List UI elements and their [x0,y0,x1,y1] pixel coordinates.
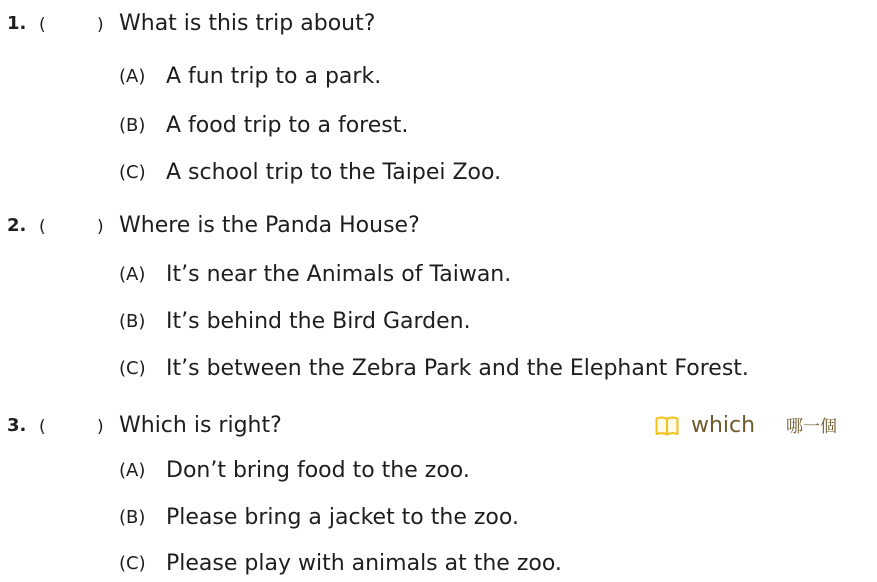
vocab-word: which [691,413,756,438]
answer-paren-close: ) [97,217,104,237]
option-c [119,155,877,191]
question-text: Which is right? [119,413,282,438]
option-letter: (A) [119,66,146,87]
answer-paren-open: ( [39,417,46,437]
option-letter: (B) [119,507,146,528]
option-text: A fun trip to a park. [166,64,382,89]
option-b [119,500,877,536]
option-c [119,351,877,387]
option-letter: (C) [119,162,146,183]
option-b [119,304,877,340]
answer-paren-open: ( [39,217,46,237]
question-text: What is this trip about? [119,11,376,36]
option-letter: (A) [119,264,146,285]
vocab-note [655,411,865,441]
option-a [119,257,877,293]
option-a [119,453,877,489]
book-icon [655,416,679,436]
answer-paren-close: ) [97,417,104,437]
option-letter: (C) [119,358,146,379]
option-text: A food trip to a forest. [166,113,409,138]
option-text: It’s behind the Bird Garden. [166,309,471,334]
option-text: Don’t bring food to the zoo. [166,458,470,483]
option-letter: (B) [119,311,146,332]
option-text: It’s between the Zebra Park and the Elephant Forest. [166,356,749,381]
option-a [119,59,877,95]
vocab-meaning: 哪一個 [786,417,837,437]
question-number: 2. [7,215,27,236]
option-letter: (A) [119,460,146,481]
option-text: It’s near the Animals of Taiwan. [166,262,512,287]
option-b [119,108,877,144]
option-text: Please play with animals at the zoo. [166,551,562,576]
answer-paren-close: ) [97,15,104,35]
option-letter: (B) [119,115,146,136]
answer-paren-open: ( [39,15,46,35]
question-1-line [0,6,877,42]
option-text: A school trip to the Taipei Zoo. [166,160,502,185]
option-text: Please bring a jacket to the zoo. [166,505,519,530]
question-text: Where is the Panda House? [119,213,420,238]
question-number: 3. [7,415,27,436]
question-number: 1. [7,13,27,34]
question-2-line [0,208,877,244]
option-letter: (C) [119,553,146,574]
option-c [119,546,877,582]
